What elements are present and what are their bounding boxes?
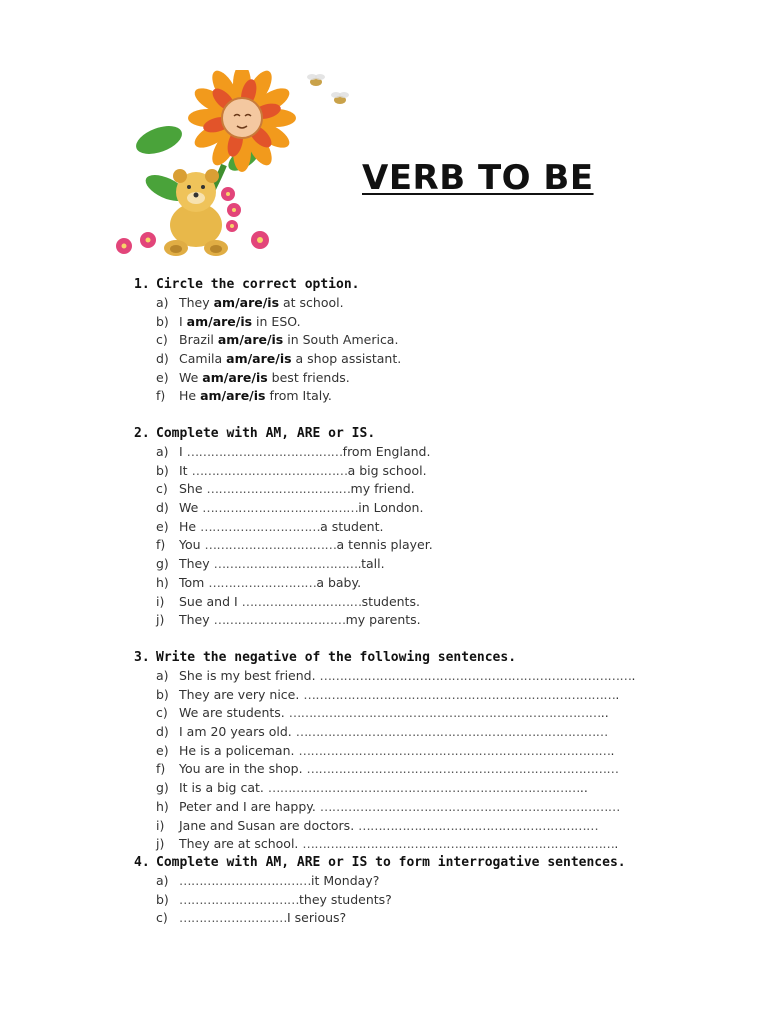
answer-blank: ……………………………….	[213, 556, 362, 572]
answer-blank: ……………………………………………………………………	[303, 686, 616, 702]
item-text-end: they students?	[299, 891, 392, 907]
answer-blank: ………………………	[208, 574, 317, 590]
item-options: am/are/is	[217, 332, 284, 348]
item-letter: f)	[156, 537, 166, 553]
exercise-item	[134, 555, 614, 574]
answer-blank: …………………………………	[186, 444, 343, 459]
exercise-item	[134, 835, 619, 854]
answer-blank: ……………………………………………………………………	[295, 724, 608, 740]
item-text-start: Tom	[179, 574, 209, 590]
item-text-end: ..	[600, 705, 609, 721]
answer-blank: ……………………………………………………………………	[319, 668, 632, 683]
exercise-item	[134, 891, 614, 910]
item-letter: a)	[156, 295, 169, 310]
answer-blank: …………………………	[241, 593, 362, 609]
item-text-start: They are at school.	[179, 836, 303, 852]
exercise-item	[134, 723, 614, 742]
answer-blank: ……………………………	[213, 612, 346, 628]
exercise-item	[134, 742, 614, 761]
item-text-start: Brazil	[179, 332, 218, 348]
item-text-start: It is a big cat.	[179, 780, 268, 796]
exercise-heading	[134, 425, 614, 443]
exercise-item	[134, 909, 614, 928]
item-text-start: She	[179, 481, 207, 497]
sunflower-icon	[188, 70, 296, 172]
exercise-item	[134, 350, 614, 369]
exercise-section	[134, 649, 636, 854]
exercise-item	[134, 704, 614, 723]
answer-blank: …………………………………………………………………	[319, 798, 620, 814]
item-text-start: It	[179, 462, 192, 478]
exercise-item-list	[134, 294, 614, 406]
item-text-end: my friend.	[350, 481, 415, 497]
exercise-item-list	[134, 667, 636, 854]
item-letter: b)	[156, 313, 169, 329]
item-letter: e)	[156, 518, 169, 534]
item-letter: j)	[156, 612, 165, 628]
item-letter: c)	[156, 705, 168, 721]
exercise-item	[134, 443, 614, 462]
exercise-item	[134, 611, 614, 630]
item-text-end: a shop assistant.	[291, 351, 402, 367]
answer-blank: ……………………………………………………………………	[306, 761, 619, 777]
exercise-section	[134, 854, 626, 928]
item-letter: h)	[156, 798, 169, 814]
item-text-start: Jane and Susan are doctors.	[179, 817, 359, 833]
item-text-start: We	[179, 500, 203, 516]
item-letter: c)	[156, 910, 168, 926]
item-text-end: a baby.	[316, 574, 362, 590]
exercise-item-list	[134, 872, 614, 928]
exercise-item	[134, 294, 614, 313]
item-text-end: my parents.	[345, 612, 421, 628]
item-text-end: .	[614, 836, 619, 852]
answer-blank: …………………………	[179, 891, 299, 907]
item-letter: b)	[156, 686, 169, 702]
item-text-start: You are in the shop.	[179, 761, 307, 777]
item-options: am/are/is	[226, 351, 292, 367]
item-text-end: a student.	[320, 518, 384, 534]
item-text-start: They	[179, 295, 214, 310]
exercise-item	[134, 331, 614, 350]
item-letter: i)	[156, 593, 165, 609]
exercise-heading	[134, 276, 614, 294]
exercise-section	[134, 425, 614, 630]
exercise-instruction: Circle the correct option.	[156, 277, 360, 292]
item-letter: g)	[156, 556, 169, 572]
item-text-end: students.	[361, 593, 420, 609]
answer-blank: ……………………………………………………………………	[288, 705, 601, 721]
item-text-end: from England.	[342, 444, 431, 459]
item-text-start: They	[179, 612, 214, 628]
item-text-start: They	[179, 556, 214, 572]
item-text-end: .	[631, 668, 636, 683]
answer-blank: ……………………………	[179, 873, 311, 888]
page-title: VERB TO BE	[362, 158, 594, 198]
exercise-number: 4.	[134, 855, 150, 870]
item-text-start: We are students.	[179, 705, 289, 721]
exercise-item	[134, 518, 614, 537]
item-letter: e)	[156, 369, 169, 385]
answer-blank: ………………………………	[206, 481, 351, 497]
answer-blank: …………………………	[200, 518, 321, 534]
item-text-end: in London.	[358, 500, 424, 516]
item-text-end: ..	[579, 780, 588, 796]
item-text-start: Peter and I are happy.	[179, 798, 320, 814]
item-letter: b)	[156, 462, 169, 478]
item-letter: d)	[156, 500, 169, 516]
sunflower-bear-illustration	[104, 70, 356, 266]
exercise-item	[134, 536, 614, 555]
exercise-item	[134, 480, 614, 499]
item-letter: a)	[156, 873, 169, 888]
exercise-item	[134, 499, 614, 518]
item-letter: f)	[156, 761, 166, 777]
item-text-start: I	[179, 444, 187, 459]
exercise-instruction: Write the negative of the following sentences.	[156, 650, 517, 665]
exercise-item	[134, 667, 636, 686]
exercise-heading	[134, 649, 614, 667]
item-text-end: a tennis player.	[336, 537, 433, 553]
item-text-start: I am 20 years old.	[179, 724, 296, 740]
exercise-item	[134, 686, 620, 705]
exercise-number: 1.	[134, 277, 150, 292]
item-letter: g)	[156, 780, 169, 796]
item-options: am/are/is	[202, 369, 268, 385]
item-letter: b)	[156, 891, 169, 907]
item-text-start: I	[179, 313, 187, 329]
answer-blank: ……………………………………………………………………	[302, 836, 615, 852]
answer-blank: ………………………	[179, 910, 287, 926]
item-options: am/are/is	[186, 313, 253, 329]
item-text-end: I serious?	[287, 910, 347, 926]
exercise-item	[134, 369, 614, 388]
item-text-end: it Monday?	[311, 873, 380, 888]
item-letter: d)	[156, 351, 169, 367]
item-letter: a)	[156, 668, 169, 683]
exercise-section	[134, 276, 614, 406]
item-text-end: .	[615, 686, 620, 702]
item-text-end: in ESO.	[252, 313, 301, 329]
item-text-start: He is a policeman.	[179, 742, 299, 758]
item-text-start: Sue and I	[179, 593, 242, 609]
answer-blank: ……………………………	[204, 537, 337, 553]
exercise-instruction: Complete with AM, ARE or IS to form interrogative sentences.	[156, 855, 626, 870]
item-letter: e)	[156, 742, 169, 758]
exercise-instruction: Complete with AM, ARE or IS.	[156, 426, 376, 441]
exercise-heading	[134, 854, 626, 872]
exercise-item	[134, 817, 614, 836]
item-letter: i)	[156, 817, 165, 833]
exercise-number: 3.	[134, 650, 150, 665]
item-text-start: Camila	[179, 351, 227, 367]
bee-icon	[307, 74, 325, 86]
item-text-end: at school.	[279, 295, 344, 310]
exercise-item	[134, 313, 614, 332]
item-text-start: You	[179, 537, 205, 553]
answer-blank: …………………………………	[191, 462, 348, 478]
item-letter: d)	[156, 724, 169, 740]
exercise-item-list	[134, 443, 614, 630]
answer-blank: ……………………………………………………………………	[298, 742, 611, 758]
exercise-item	[134, 593, 614, 612]
exercise-item	[134, 872, 614, 891]
item-text-start: He	[179, 388, 201, 404]
bee-icon	[331, 92, 349, 104]
item-letter: a)	[156, 444, 169, 459]
exercise-item	[134, 760, 619, 779]
item-text-start: They are very nice.	[179, 686, 304, 702]
item-letter: c)	[156, 332, 168, 348]
item-text-end: in South America.	[283, 332, 399, 348]
item-text-start: He	[179, 518, 201, 534]
answer-blank: …………………………………	[202, 500, 359, 516]
item-options: am/are/is	[200, 388, 266, 404]
exercise-item	[134, 574, 614, 593]
item-text-end: best friends.	[267, 369, 350, 385]
item-text-start: She is my best friend.	[179, 668, 320, 683]
item-text-end: a big school.	[347, 462, 427, 478]
item-text-end: .	[610, 742, 615, 758]
exercise-item	[134, 387, 614, 406]
exercise-item	[134, 462, 614, 481]
item-letter: c)	[156, 481, 168, 497]
exercise-item	[134, 798, 620, 817]
item-text-end: from Italy.	[265, 388, 332, 404]
exercise-number: 2.	[134, 426, 150, 441]
item-options: am/are/is	[213, 295, 280, 310]
item-letter: f)	[156, 388, 166, 404]
item-text-end: tall.	[361, 556, 385, 572]
item-letter: j)	[156, 836, 165, 852]
item-text-start: We	[179, 369, 203, 385]
answer-blank: ……………………………………………………	[358, 817, 599, 833]
item-letter: h)	[156, 574, 169, 590]
answer-blank: ……………………………………………………………………	[267, 780, 580, 796]
exercise-item	[134, 779, 614, 798]
